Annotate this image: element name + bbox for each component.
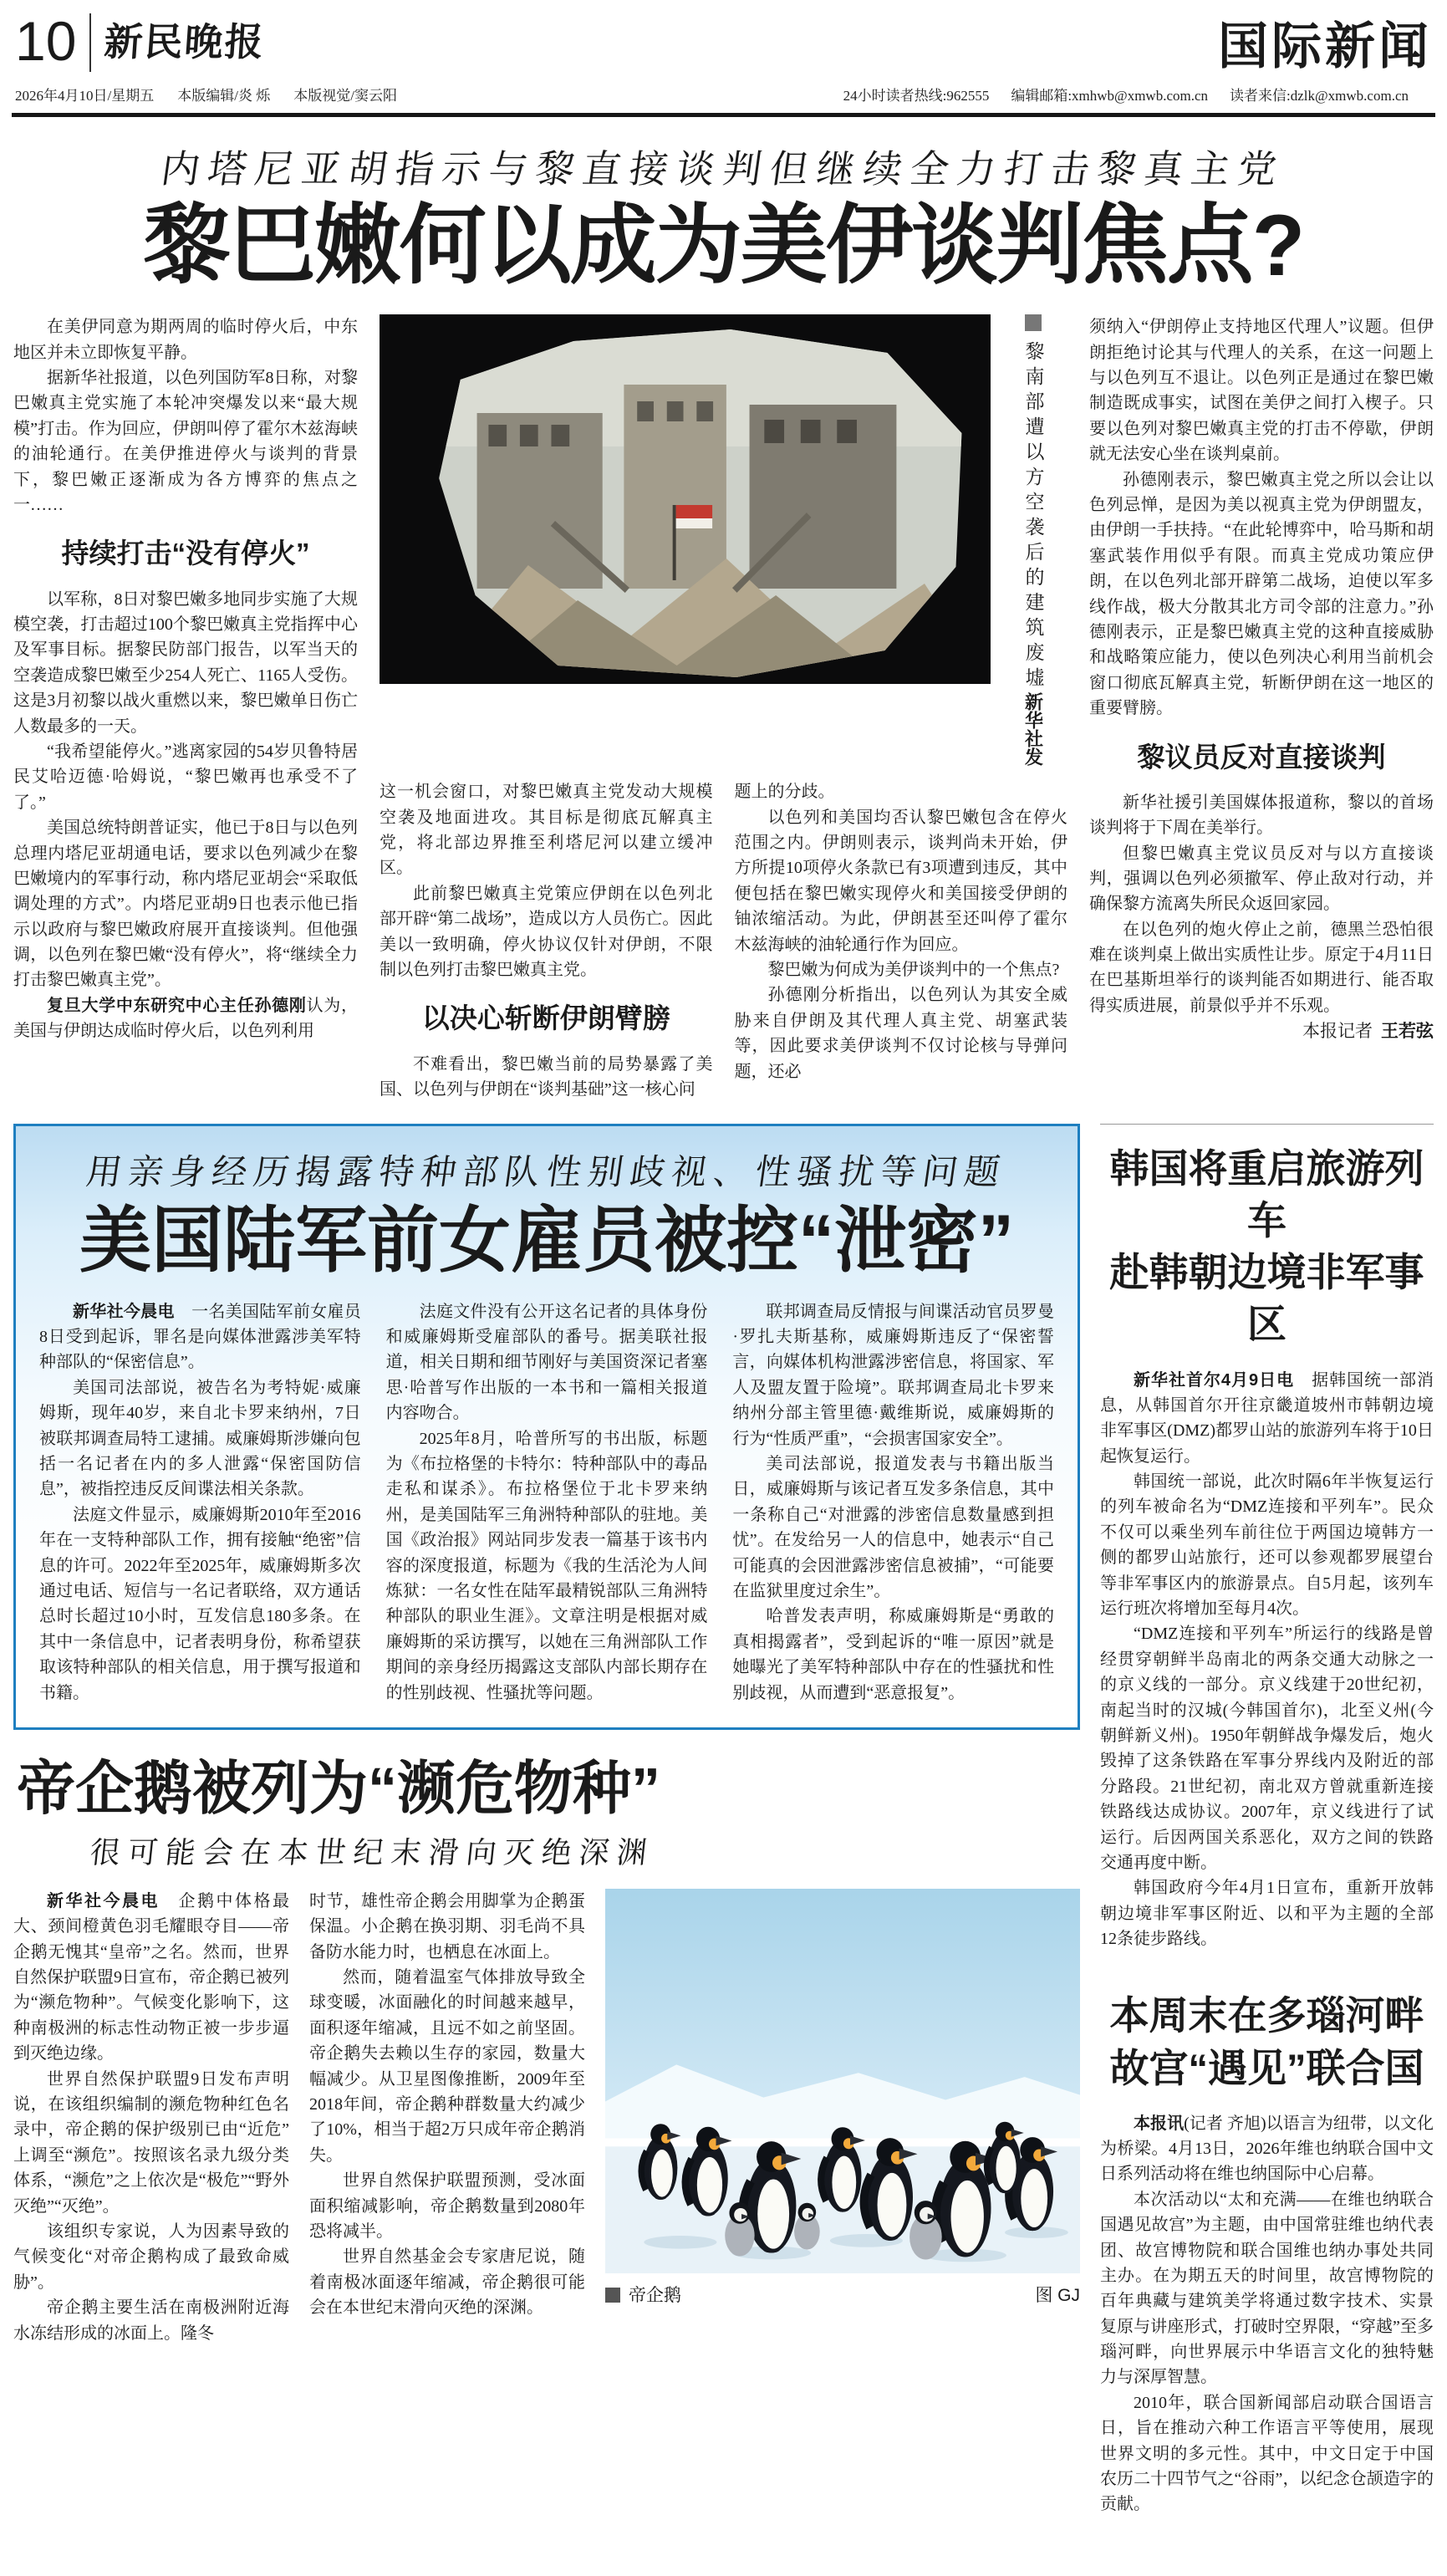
paragraph: 据新华社报道，以色列国防军8日称，对黎巴嫩真主党实施了本轮冲突爆发以来“最大规模”打击。作为回应，伊朗叫停了霍尔木兹海峡的油轮通行。在美伊推进停火与谈判的背景下，黎巴嫩正逐渐成为各方博弈的焦点之一…… bbox=[13, 369, 358, 515]
sidebar bbox=[1100, 1124, 1434, 2555]
lead-column-3 bbox=[735, 779, 1068, 1102]
caption-square-icon bbox=[605, 2288, 620, 2303]
leak-column-3 bbox=[732, 1299, 1054, 1706]
paragraph: 以军称，8日对黎巴嫩多地同步实施了大规模空袭，打击超过100个黎巴嫩真主党指挥中心及军事目标。据黎民防部门报告，以军当天的空袭造成黎巴嫩至少254人死亡、1165人受伤。这是3月初黎以战火重燃以来，黎巴嫩单日伤亡人数最多的一天。 bbox=[13, 589, 358, 736]
paragraph: 在美伊同意为期两周的临时停火后，中东地区并未立即恢复平静。 bbox=[13, 318, 358, 362]
letters-text: 读者来信:dzlk@xmwb.com.cn bbox=[1230, 88, 1409, 104]
paragraph: 世界自然保护联盟9日发布声明说，在该组织编制的濒危物种红色名录中，帝企鹅的保护级别已由“近危”上调至“濒危”。按照该名录九级分类体系，“濒危”之上依次是“极危”“野外灭绝”“灭绝”。 bbox=[13, 2069, 289, 2216]
paragraph: 不难看出，黎巴嫩当前的局势暴露了美国、以色列与伊朗在“谈判基础”这一核心问 bbox=[380, 1054, 713, 1099]
leak-article bbox=[13, 1124, 1080, 1730]
email-text: 编辑邮箱:xmhwb@xmwb.com.cn bbox=[1011, 88, 1209, 104]
dateline bbox=[0, 72, 1447, 113]
paragraph: 美国总统特朗普证实，他已于8日与以色列总理内塔尼亚胡通电话，要求以色列减少在黎巴嫩境内的军事行动，称内塔尼亚胡会“采取低调处理的方式”。内塔尼亚胡9日也表示他已指示以政府与黎巴嫩政府展开直接谈判。但他强调，以色列在黎巴嫩“没有停火”，将“继续全力打击黎巴嫩真主党”。 bbox=[13, 819, 358, 990]
paragraph: 法庭文件没有公开这名记者的具体身份和威廉姆斯受雇部队的番号。据美联社报道，相关日期和细节刚好与美国资深记者塞思·哈普写作出版的一本书和一篇相关报道内容吻合。 bbox=[385, 1302, 708, 1423]
date-text: 2026年4月10日/星期五 bbox=[15, 88, 155, 104]
lead-column-4 bbox=[1089, 314, 1434, 1102]
paragraph: 韩国政府今年4月1日宣布，重新开放韩朝边境非军事区附近、以和平为主题的全部12条徒步路线。 bbox=[1100, 1879, 1434, 1949]
penguin-subtitle: 很可能会在本世纪末滑向灭绝深渊 bbox=[88, 1835, 656, 1870]
leak-column-1 bbox=[39, 1299, 361, 1706]
penguin-photo bbox=[605, 1889, 1080, 2273]
caption-square-icon bbox=[1025, 314, 1042, 331]
section-title: 国际新闻 bbox=[1218, 18, 1432, 74]
lead-column-1 bbox=[13, 314, 358, 1102]
penguin-headline: 帝企鹅被列为“濒危物种” bbox=[17, 1755, 660, 1821]
header-rule bbox=[12, 113, 1435, 117]
lead-article bbox=[0, 139, 1447, 1102]
byline: 本报记者 王若弦 bbox=[1302, 1021, 1434, 1042]
dmz-article bbox=[1100, 1143, 1434, 1951]
paragraph: “DMZ连接和平列车”所运行的线路是曾经贯穿朝鲜半岛南北的两条交通大动脉之一的京义线的一部分。京义线建于20世纪初，南起当时的汉城(今韩国首尔)，北至义州(今朝鲜新义州)。1950年朝鲜战争爆发后，炮火毁掉了这条铁路在军事分界线内及附近的部分路段。21世纪初，南北双方曾就重新连接铁路线达成协议。2007年，京义线进行了试运行。后因两国关系恶化，双方之间的铁路交通再度中断。 bbox=[1100, 1625, 1434, 1872]
paragraph: 本报讯(记者 齐旭)以语言为纽带，以文化为桥梁。4月13日，2026年维也纳联合国中文日系列活动将在维也纳国际中心启幕。 bbox=[1100, 2114, 1434, 2184]
paragraph: 帝企鹅主要生活在南极洲附近海水冻结形成的冰面上。隆冬 bbox=[13, 2298, 289, 2343]
penguin-credit: 图 GJ bbox=[1035, 2285, 1080, 2305]
paragraph: 世界自然保护联盟预测，受冰面面积缩减影响，帝企鹅数量到2080年恐将减半。 bbox=[309, 2171, 585, 2241]
paragraph: 时节，雄性帝企鹅会用脚掌为企鹅蛋保温。小企鹅在换羽期、羽毛尚不具备防水能力时，也栖息在冰面上。 bbox=[309, 1891, 585, 1961]
paragraph: 该组织专家说，人为因素导致的气候变化“对帝企鹅构成了最致命威胁”。 bbox=[13, 2222, 289, 2292]
paragraph: 复旦大学中东研究中心主任孙德刚认为，美国与伊朗达成临时停火后，以色列利用 bbox=[13, 996, 359, 1041]
paragraph: 2010年，联合国新闻部启动联合国语言日，旨在推动六种工作语言平等使用，展现世界文明的多元性。其中，中文日定于中国农历二十四节气之“谷雨”，以纪念仓颉造字的贡献。 bbox=[1100, 2393, 1434, 2514]
lead-subhead-1: 持续打击“没有停火” bbox=[61, 538, 310, 569]
penguin-figure bbox=[605, 1889, 1080, 2346]
editor-text: 本版编辑/炎 烁 bbox=[177, 88, 271, 104]
penguin-caption: 帝企鹅 图 GJ bbox=[605, 2282, 1080, 2307]
paragraph: 新华社今晨电 一名美国陆军前女雇员8日受到起诉，罪名是向媒体泄露涉美军特种部队的“保密信息”。 bbox=[39, 1302, 361, 1372]
paragraph: 哈普发表声明，称威廉姆斯是“勇敢的真相揭露者”，受到起诉的“唯一原因”就是她曝光了美军特种部队中存在的性骚扰和性别歧视，从而遭到“恶意报复”。 bbox=[732, 1607, 1055, 1702]
vienna-headline: 本周末在多瑙河畔 故宫“遇见”联合国 bbox=[1109, 1993, 1424, 2090]
dmz-headline: 韩国将重启旅游列车 赴韩朝边境非军事区 bbox=[1109, 1146, 1424, 1347]
hotline-text: 24小时读者热线:962555 bbox=[843, 88, 990, 104]
paragraph: 须纳入“伊朗停止支持地区代理人”议题。但伊朗拒绝讨论其与代理人的关系，在这一问题上与以色列互不退让。以色列正是通过在黎巴嫩制造既成事实，试图在美伊之间打入楔子。只要以色列对黎巴嫩真主党的打击不停歇，伊朗就无法安心坐在谈判桌前。 bbox=[1089, 318, 1434, 464]
lead-subhead-2: 以决心斩断伊朗臂膀 bbox=[421, 1002, 670, 1034]
ruins-photo bbox=[380, 314, 991, 684]
visual-editor-text: 本版视觉/窦云阳 bbox=[293, 88, 397, 104]
penguin-article bbox=[13, 1757, 1080, 2346]
paragraph: 新华社首尔4月9日电 据韩国统一部消息，从韩国首尔开往京畿道坡州市韩朝边境非军事区(DMZ)都罗山站的旅游列车将于10日起恢复运行。 bbox=[1100, 1370, 1434, 1466]
paragraph: 但黎巴嫩真主党议员反对与以方直接谈判，强调以色列必须撤军、停止敌对行动，并确保黎方流离失所民众返回家园。 bbox=[1089, 844, 1434, 914]
lead-column-2 bbox=[380, 779, 713, 1102]
paragraph: 联邦调查局反情报与间谍活动官员罗曼·罗扎夫斯基称，威廉姆斯违反了“保密誓言，向媒体机构泄露涉密信息，将国家、军人及盟友置于险境”。联邦调查局北卡罗来纳州分部主管里德·戴维斯说，威廉姆斯的行为“性质严重”，“会损害国家安全”。 bbox=[732, 1302, 1055, 1448]
paragraph: 然而，随着温室气体排放导致全球变暖，冰面融化的时间越来越早，面积逐年缩减，且远不如之前坚固。帝企鹅失去赖以生存的家园，数量大幅减少。从卫星图像推断，2009年至2018年间，帝企鹅种群数量大约减少了10%，相当于超2万只成年帝企鹅消失。 bbox=[309, 1968, 585, 2165]
paragraph: 孙德刚表示，黎巴嫩真主党之所以会让以色列忌惮，是因为美以视真主党为伊朗盟友，由伊朗一手扶持。“在此轮博弈中，哈马斯和胡塞武装作用似乎有限。而真主党成功策应伊朗，在以色列北部开辟第二战场，迫使以军多线作战，极大分散其北方司令部的注意力。”孙德刚表示，正是黎巴嫩真主党的这种直接威胁和战略策应能力，使以色列决心利用当前机会窗口彻底瓦解真主党，斩断伊朗在这一地区的重要臂膀。 bbox=[1089, 470, 1434, 718]
masthead-logo: 新民晚报 bbox=[103, 21, 267, 64]
paragraph: “我希望能停火。”逃离家园的54岁贝鲁特居民艾哈迈德·哈姆说，“黎巴嫩再也承受不了了。” bbox=[13, 742, 358, 812]
paragraph: 题上的分歧。 bbox=[734, 783, 835, 802]
leak-column-2 bbox=[386, 1299, 708, 1706]
paragraph: 美司法部说，报道发表与书籍出版当日，威廉姆斯与该记者互发多条信息，其中一条称自己“对泄露的涉密信息数量感到担忧”。在发给另一人的信息中，她表示“自己可能真的会因泄露涉密信息被捕”，“可能要在监狱里度过余生”。 bbox=[732, 1455, 1055, 1600]
paragraph: 新华社援引美国媒体报道称，黎以的首场谈判将于下周在美举行。 bbox=[1089, 793, 1434, 838]
leak-kicker: 用亲身经历揭露特种部队性别歧视、性骚扰等问题 bbox=[84, 1154, 1009, 1193]
paragraph: 本次活动以“太和充满——在维也纳联合国遇见故宫”为主题，由中国常驻维也纳代表团、故宫博物院和联合国维也纳办事处共同主办。在为期五天的时间里，故宫博物院的百年典藏与建筑美学将通过数字技术、实景复原与讲座形式，打破时空界限，“穿越”至多瑙河畔，向世界展示中华语言文化的独特魅力与深厚智慧。 bbox=[1100, 2190, 1434, 2387]
paragraph: 世界自然基金会专家唐尼说，随着南极冰面逐年缩减，帝企鹅很可能会在本世纪末滑向灭绝的深渊。 bbox=[309, 2247, 585, 2318]
page-number: 10 bbox=[15, 13, 91, 72]
photo-credit: 新华社发 bbox=[1022, 692, 1044, 767]
lead-kicker: 内塔尼亚胡指示与黎直接谈判但继续全力打击黎真主党 bbox=[158, 148, 1288, 191]
paragraph: 2025年8月，哈普所写的书出版，标题为《布拉格堡的卡特尔：特种部队中的毒品走私和谋杀》。布拉格堡位于北卡罗来纳州，是美国陆军三角洲特种部队的驻地。美国《政治报》网站同步发表一篇基于该书内容的深度报道，标题为《我的生活沦为人间炼狱：一名女性在陆军最精锐部队三角洲特种部队的职业生涯》。文章注明是根据对威廉姆斯的采访撰写，以她在三角洲部队工作期间的亲身经历揭露这支部队内部长期存在的性别歧视、性骚扰等问题。 bbox=[385, 1429, 708, 1702]
penguin-column-1 bbox=[13, 1889, 289, 2346]
paragraph: 美国司法部说，被告名为考特妮·威廉姆斯，现年40岁，来自北卡罗来纳州，7日被联邦调查局特工逮捕。威廉姆斯涉嫌向包括一名记者在内的多人泄露“保密国防信息”，被指控违反反间谍法相关条款。 bbox=[39, 1378, 361, 1499]
paragraph: 孙德刚分析指出，以色列认为其安全威胁来自伊朗及其代理人真主党、胡塞武装等，因此要求美伊谈判不仅讨论核与导弹问题，还必 bbox=[734, 986, 1067, 1081]
paragraph: 在以色列的炮火停止之前，德黑兰恐怕很难在谈判桌上做出实质性让步。原定于4月11日在巴基斯坦举行的谈判能否如期进行、能否取得实质进展，前景似乎并不乐观。 bbox=[1089, 920, 1434, 1015]
page-header bbox=[0, 7, 1447, 72]
photo-caption: 黎南部遭以方空袭后的建筑废墟 bbox=[1022, 341, 1044, 693]
lead-middle bbox=[380, 314, 1067, 1102]
lead-headline: 黎巴嫩何以成为美伊谈判焦点? bbox=[143, 197, 1304, 294]
vienna-article bbox=[1100, 1990, 1434, 2517]
paragraph: 此前黎巴嫩真主党策应伊朗在以色列北部开辟“第二战场”，造成以方人员伤亡。因此美以一致明确，停火协议仅针对伊朗，不限制以色列打击黎巴嫩真主党。 bbox=[380, 884, 713, 980]
photo-caption-block bbox=[991, 314, 1067, 766]
leak-headline: 美国陆军前女雇员被控“泄密” bbox=[79, 1201, 1014, 1282]
paragraph: 法庭文件显示，威廉姆斯2010年至2016年在一支特种部队工作，拥有接触“绝密”信息的许可。2022年至2025年，威廉姆斯多次通过电话、短信与一名记者联络，双方通话总时长超过10小时，互发信息180多条。在其中一条信息中，记者表明身份，称希望获取该特种部队的相关信息，用于撰写报道和书籍。 bbox=[39, 1505, 361, 1702]
paragraph: 这一机会窗口，对黎巴嫩真主党发动大规模空袭及地面进攻。其目标是彻底瓦解真主党，将北部边界推至利塔尼河以建立缓冲区。 bbox=[380, 783, 713, 878]
penguin-column-2 bbox=[309, 1889, 585, 2346]
paragraph: 黎巴嫩为何成为美伊谈判中的一个焦点? bbox=[767, 961, 1060, 980]
lead-subhead-3: 黎议员反对直接谈判 bbox=[1137, 741, 1386, 773]
paragraph: 韩国统一部说，此次时隔6年半恢复运行的列车被命名为“DMZ连接和平列车”。民众不仅可以乘坐列车前往位于两国边境韩方一侧的都罗山站旅行，还可以参观都罗展望台等非军事区内的旅游景点。自5月起，该列车运行班次将增加至每月4次。 bbox=[1100, 1472, 1434, 1619]
paragraph: 新华社今晨电 企鹅中体格最大、颈间橙黄色羽毛耀眼夺目——帝企鹅无愧其“皇帝”之名。然而，世界自然保护联盟9日宣布，帝企鹅已被列为“濒危物种”。气候变化影响下，这种南极洲的标志性动物正被一步步逼到灭绝边缘。 bbox=[13, 1891, 289, 2063]
paragraph: 以色列和美国均否认黎巴嫩包含在停火范围之内。伊朗则表示，谈判尚未开始，伊方所提10项停火条款已有3项遭到违反，其中便包括在黎巴嫩实现停火和美国接受伊朗的铀浓缩活动。为此，伊朗甚至还叫停了霍尔木兹海峡的油轮通行作为回应。 bbox=[734, 808, 1067, 954]
